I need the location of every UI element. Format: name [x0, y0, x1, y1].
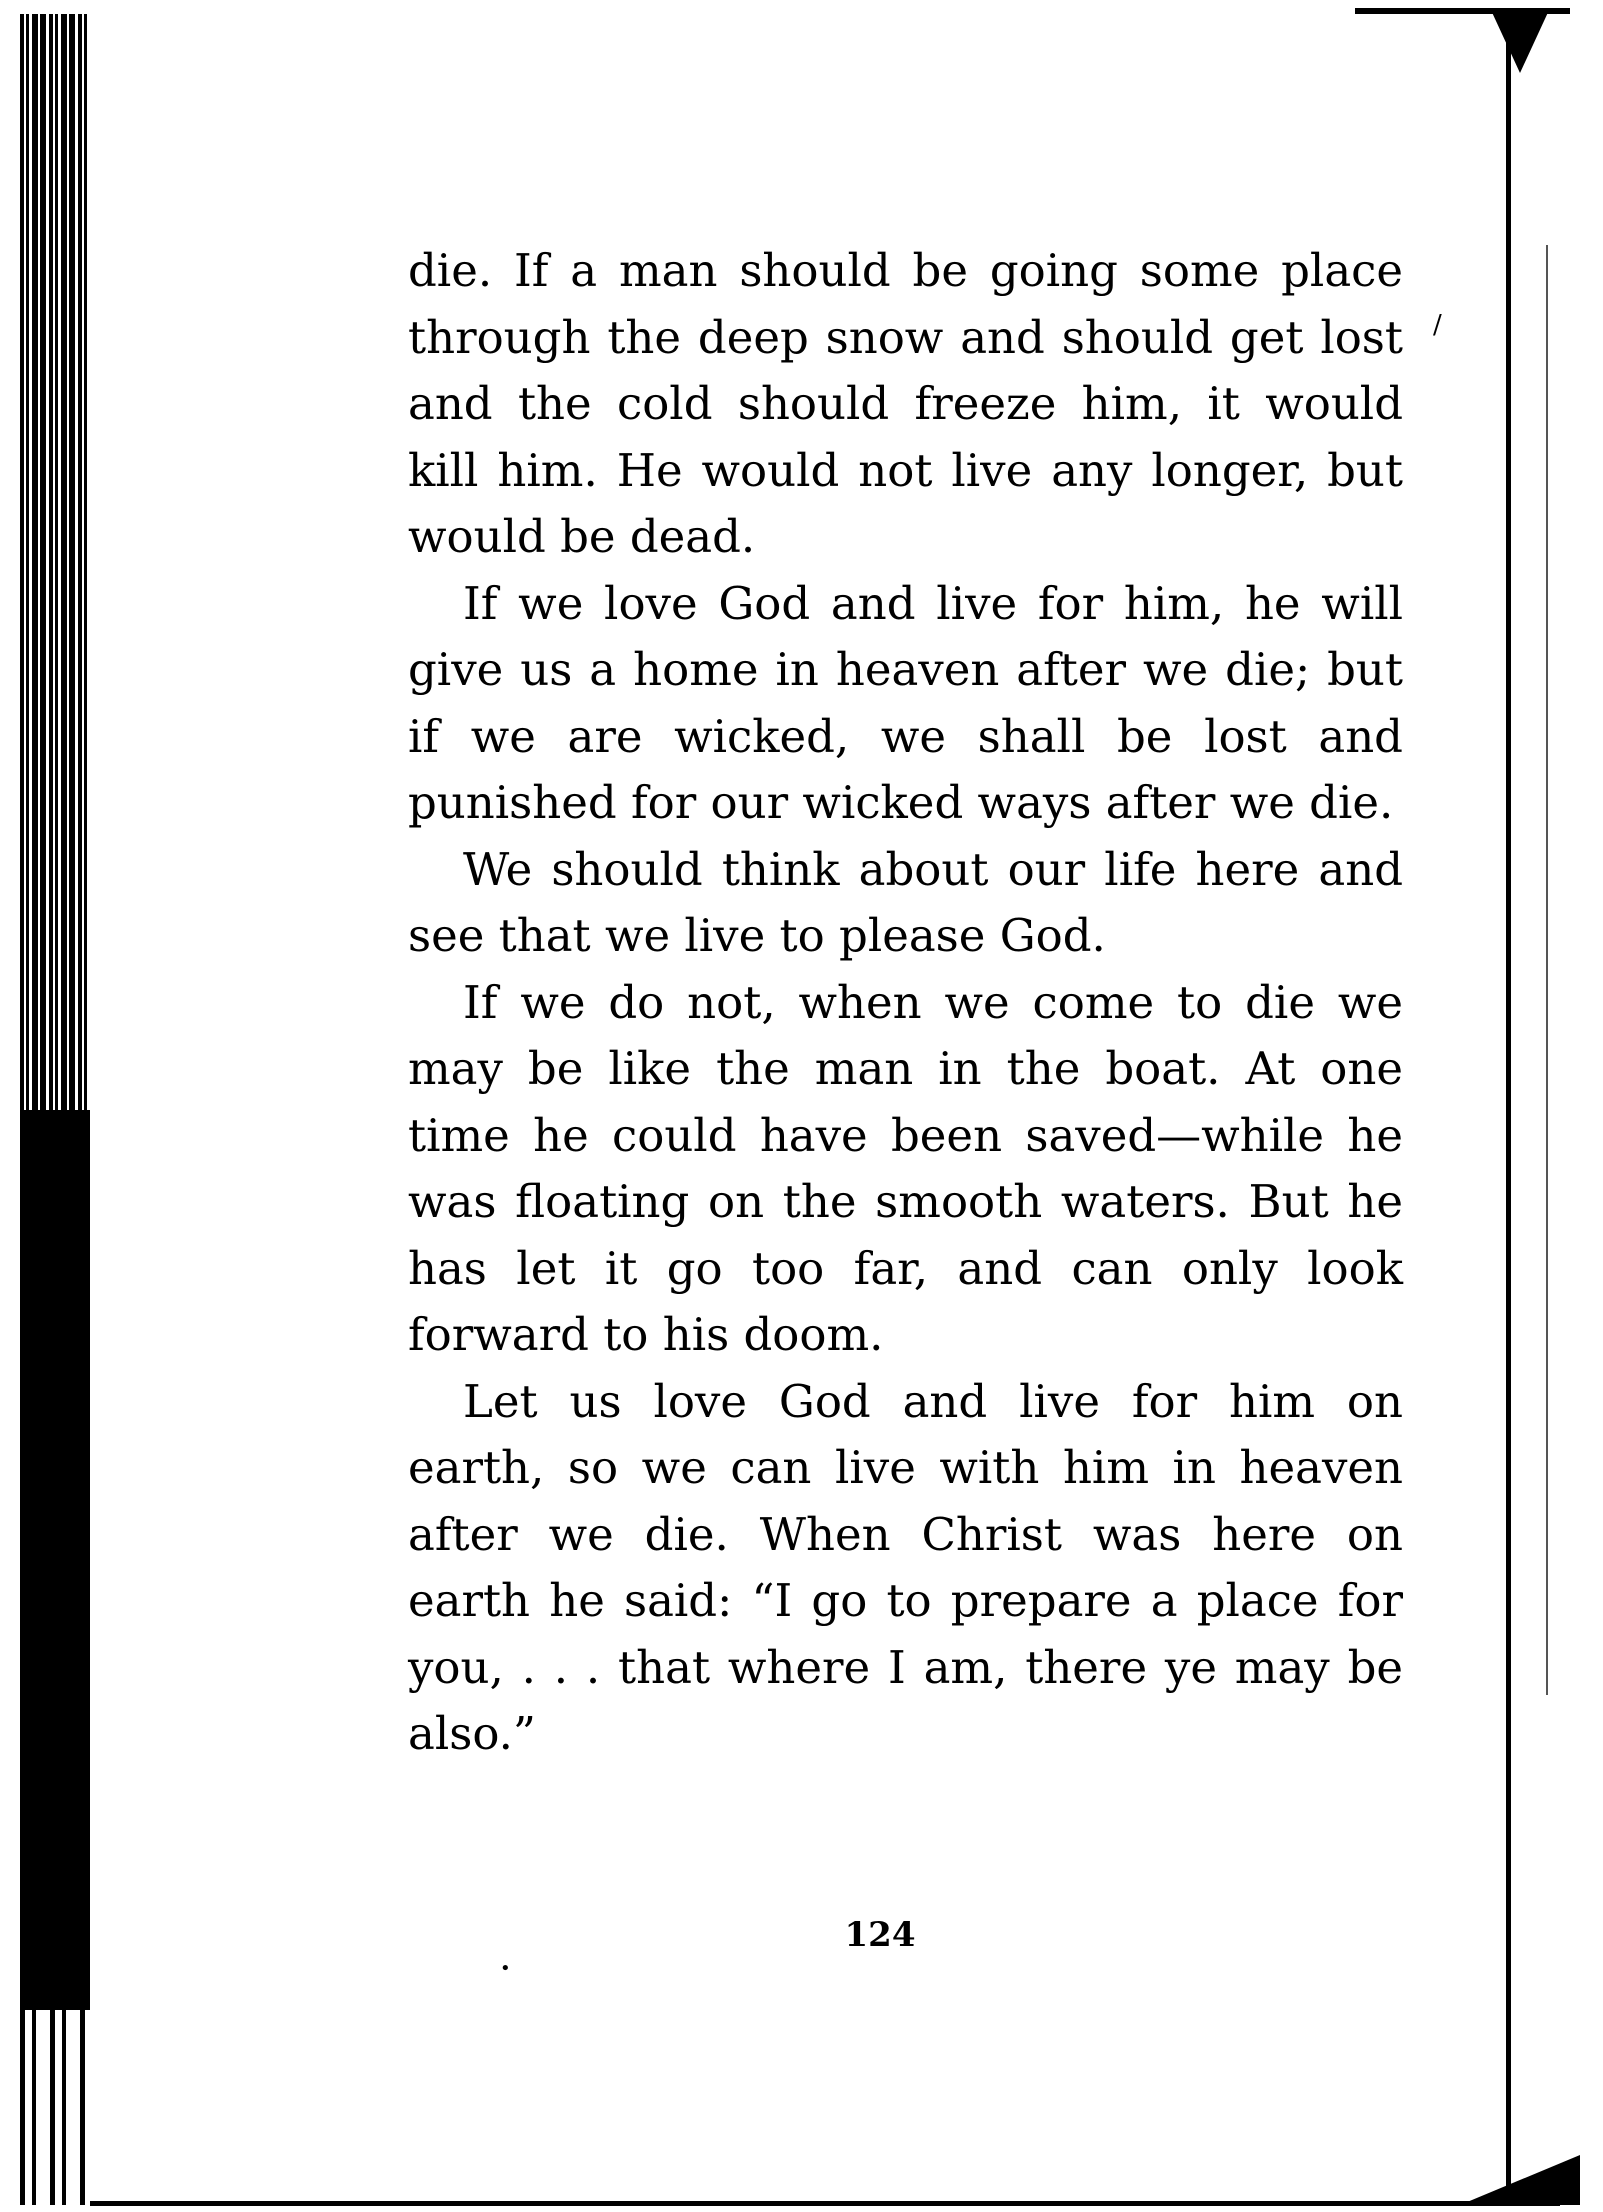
paragraph-1: die. If a man should be going some place through the deep snow and should get lost and the cold should freeze him, it would kill him. He would not live any longer, but would be dead. [408, 244, 1403, 563]
paragraph-2: If we love God and live for him, he will give us a home in heaven after we die; but if we are wicked, we shall be lost and punished for our wicked ways after we die. [408, 576, 1403, 829]
paragraph-3: We should think about our life here and see that we live to please God. [408, 842, 1403, 962]
paragraph-4: If we do not, when we come to die we may be like the man in the boat. At one time he could have been saved—while he was floating on the smooth waters. But he has let it go too far, and can only look forward to his doom. [408, 975, 1403, 1361]
body-text [408, 238, 1403, 1768]
left-binding-edge [20, 14, 90, 1114]
right-margin-line [1546, 245, 1548, 1695]
left-binding-shadow [20, 1110, 90, 2010]
top-right-corner-shadow [1490, 8, 1550, 73]
stray-dot: • [500, 1958, 511, 1979]
right-page-edge [1506, 14, 1511, 2204]
stray-mark-right: / [1433, 310, 1442, 340]
page-number: 124 [844, 1915, 916, 1955]
bottom-page-edge [90, 2201, 1560, 2206]
bottom-right-corner-shadow [1460, 2155, 1580, 2205]
left-binding-edge-bottom [20, 2010, 90, 2205]
paragraph-5: Let us love God and live for him on earth, so we can live with him in heaven after we die. When Christ was here on earth he said: “I go to prepare a place for you, . . . that where I am, there ye may be also.” [408, 1374, 1403, 1760]
